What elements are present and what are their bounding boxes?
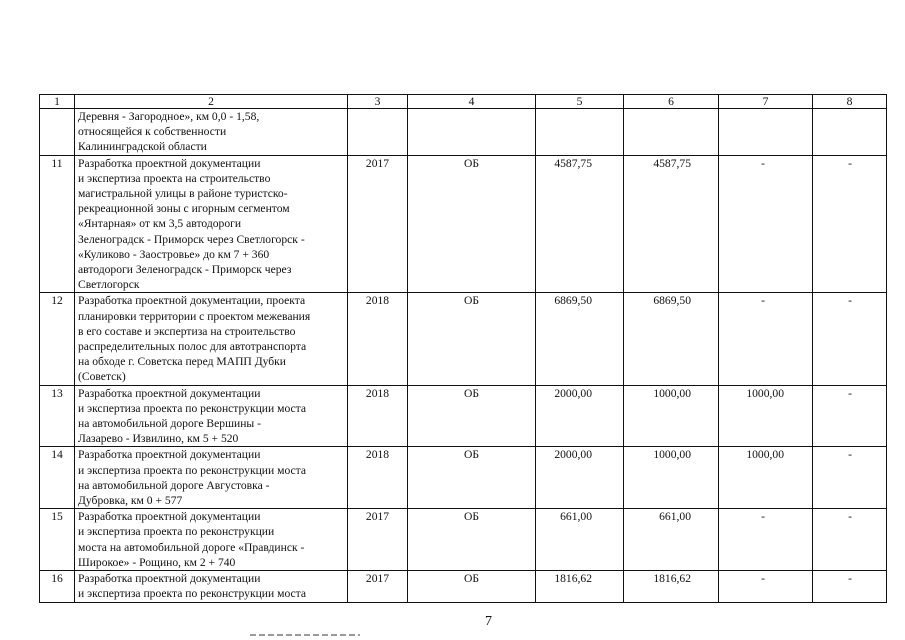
row-col8: - [813, 385, 887, 447]
row-col6: 1000,00 [624, 447, 719, 509]
row-col7: 1000,00 [719, 447, 813, 509]
row-col5: 1816,62 [536, 571, 624, 603]
row-col8: - [813, 509, 887, 571]
row-description: Разработка проектной документации и экспертиза проекта по реконструкции моста [75, 571, 348, 603]
row-source: ОБ [408, 447, 536, 509]
row-col7: - [719, 509, 813, 571]
row-number: 12 [40, 293, 75, 385]
row-col8: - [813, 155, 887, 293]
row-col8: - [813, 447, 887, 509]
row-col7: 1000,00 [719, 385, 813, 447]
row-number [40, 109, 75, 156]
row-description: Разработка проектной документации и экспертиза проекта по реконструкции моста на автомобильной дороге Вершины - Лазарево - Извилино, км 5 + 520 [75, 385, 348, 447]
row-col6 [624, 109, 719, 156]
row-description: Разработка проектной документации и экспертиза проекта по реконструкции моста на автомобильной дороге «Правдинск - Широкое» - Рощино, км 2 + 740 [75, 509, 348, 571]
row-col8: - [813, 293, 887, 385]
row-source: ОБ [408, 385, 536, 447]
row-description: Разработка проектной документации и экспертиза проекта на строительство магистральной улицы в районе туристско- рекреационной зоны с игорным сегментом «Янтарная» от км 3,5 автодороги Зеленоградск - Приморск через Светлогорск - «Куликово - Заостровье» до км 7 + 360 автодороги Зеленоградск - Приморск через Светлогорск [75, 155, 348, 293]
scan-artifact [250, 634, 360, 636]
row-source: ОБ [408, 293, 536, 385]
row-year: 2018 [348, 293, 408, 385]
table-row [40, 509, 887, 571]
row-col5: 4587,75 [536, 155, 624, 293]
row-col8 [813, 109, 887, 156]
row-col7 [719, 109, 813, 156]
header-cell: 7 [719, 95, 813, 109]
row-description: Разработка проектной документации, проекта планировки территории с проектом межевания в его составе и экспертиза на строительство распределительных полос для автотранспорта на обходе г. Советска перед МАПП Дубки (Советск) [75, 293, 348, 385]
projects-table [39, 94, 887, 603]
row-number: 13 [40, 385, 75, 447]
row-col5: 6869,50 [536, 293, 624, 385]
row-number: 14 [40, 447, 75, 509]
header-cell: 4 [408, 95, 536, 109]
header-cell: 2 [75, 95, 348, 109]
table-row [40, 571, 887, 603]
header-cell: 1 [40, 95, 75, 109]
page-number: 7 [485, 614, 492, 629]
row-year: 2018 [348, 385, 408, 447]
row-number: 15 [40, 509, 75, 571]
row-number: 11 [40, 155, 75, 293]
row-description: Разработка проектной документации и экспертиза проекта по реконструкции моста на автомобильной дороге Августовка - Дубровка, км 0 + 577 [75, 447, 348, 509]
header-cell: 6 [624, 95, 719, 109]
table-row [40, 155, 887, 293]
row-col5: 661,00 [536, 509, 624, 571]
row-col6: 1000,00 [624, 385, 719, 447]
table-row [40, 293, 887, 385]
row-col7: - [719, 155, 813, 293]
row-col5: 2000,00 [536, 447, 624, 509]
row-source: ОБ [408, 509, 536, 571]
row-col5 [536, 109, 624, 156]
row-col5: 2000,00 [536, 385, 624, 447]
row-year: 2017 [348, 571, 408, 603]
row-description: Деревня - Загородное», км 0,0 - 1,58, относящейся к собственности Калининградской области [75, 109, 348, 156]
row-col7: - [719, 293, 813, 385]
row-col6: 661,00 [624, 509, 719, 571]
table-row [40, 385, 887, 447]
row-number: 16 [40, 571, 75, 603]
row-source [408, 109, 536, 156]
row-col6: 1816,62 [624, 571, 719, 603]
header-cell: 5 [536, 95, 624, 109]
row-year: 2018 [348, 447, 408, 509]
row-col8: - [813, 571, 887, 603]
row-col6: 4587,75 [624, 155, 719, 293]
table-row [40, 109, 887, 156]
row-col6: 6869,50 [624, 293, 719, 385]
header-cell: 3 [348, 95, 408, 109]
row-col7: - [719, 571, 813, 603]
row-year: 2017 [348, 509, 408, 571]
row-year: 2017 [348, 155, 408, 293]
table-row [40, 447, 887, 509]
row-source: ОБ [408, 155, 536, 293]
row-year [348, 109, 408, 156]
header-cell: 8 [813, 95, 887, 109]
column-number-row [40, 95, 887, 109]
row-source: ОБ [408, 571, 536, 603]
